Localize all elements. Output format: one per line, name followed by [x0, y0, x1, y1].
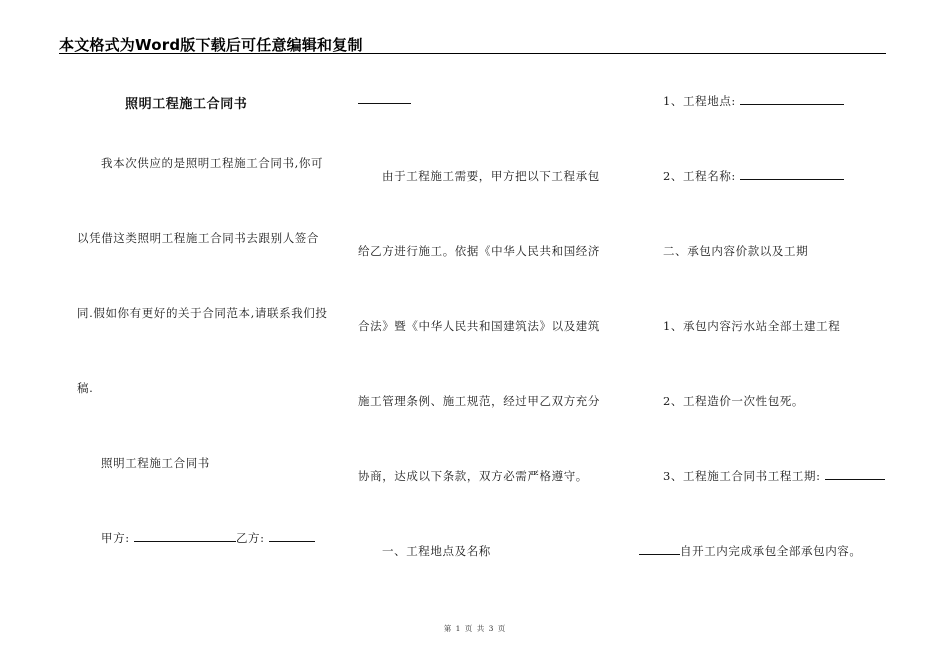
section-2-heading: 二、承包内容价款以及工期	[663, 244, 809, 258]
party-a-label: 甲方:	[101, 531, 130, 545]
para-line-4: 施工管理条例、施工规范，经过甲乙双方充分	[358, 394, 600, 408]
item-1-label: 1、工程地点:	[663, 94, 736, 108]
item-4: 2、工程造价一次性包死。	[663, 394, 805, 408]
party-b-blank	[269, 530, 315, 542]
para-line-2: 给乙方进行施工。依据《中华人民共和国经济	[358, 244, 600, 258]
para-line-5: 协商，达成以下条款，双方必需严格遵守。	[358, 469, 588, 483]
page-number: 第 1 页 共 3 页	[443, 624, 507, 633]
intro-line-3: 同.假如你有更好的关于合同范本,请联系我们投	[77, 306, 328, 320]
item-6-blank	[639, 543, 680, 555]
item-1-line	[663, 93, 844, 109]
item-3: 1、承包内容污水站全部土建工程	[663, 319, 841, 333]
item-6-text: 自开工内完成承包全部承包内容。	[680, 544, 862, 558]
para-line-3: 合法》暨《中华人民共和国建筑法》以及建筑	[358, 319, 600, 333]
section-1-heading: 一、工程地点及名称	[382, 544, 491, 558]
party-b-label: 乙方:	[235, 531, 265, 545]
contract-subtitle: 照明工程施工合同书	[101, 456, 210, 470]
item-5-label: 3、工程施工合同书工程工期:	[663, 469, 821, 483]
header-divider	[59, 53, 886, 54]
item-5-blank	[825, 468, 885, 480]
item-6-line	[639, 543, 862, 559]
party-line	[101, 530, 315, 546]
item-2-label: 2、工程名称:	[663, 169, 736, 183]
item-2-blank	[740, 168, 844, 180]
contract-title: 照明工程施工合同书	[125, 97, 248, 112]
blank-line-top	[358, 103, 411, 104]
intro-line-4: 稿.	[77, 381, 94, 395]
party-a-blank	[134, 530, 236, 542]
intro-line-2: 以凭借这类照明工程施工合同书去跟别人签合	[77, 231, 319, 245]
item-1-blank	[740, 93, 844, 105]
para-line-1: 由于工程施工需要，甲方把以下工程承包	[382, 169, 600, 183]
document-header: 本文格式为Word版下载后可任意编辑和复制	[59, 36, 363, 54]
item-2-line	[663, 168, 844, 184]
intro-line-1: 我本次供应的是照明工程施工合同书,你可	[101, 156, 324, 170]
item-5-line	[663, 468, 885, 484]
